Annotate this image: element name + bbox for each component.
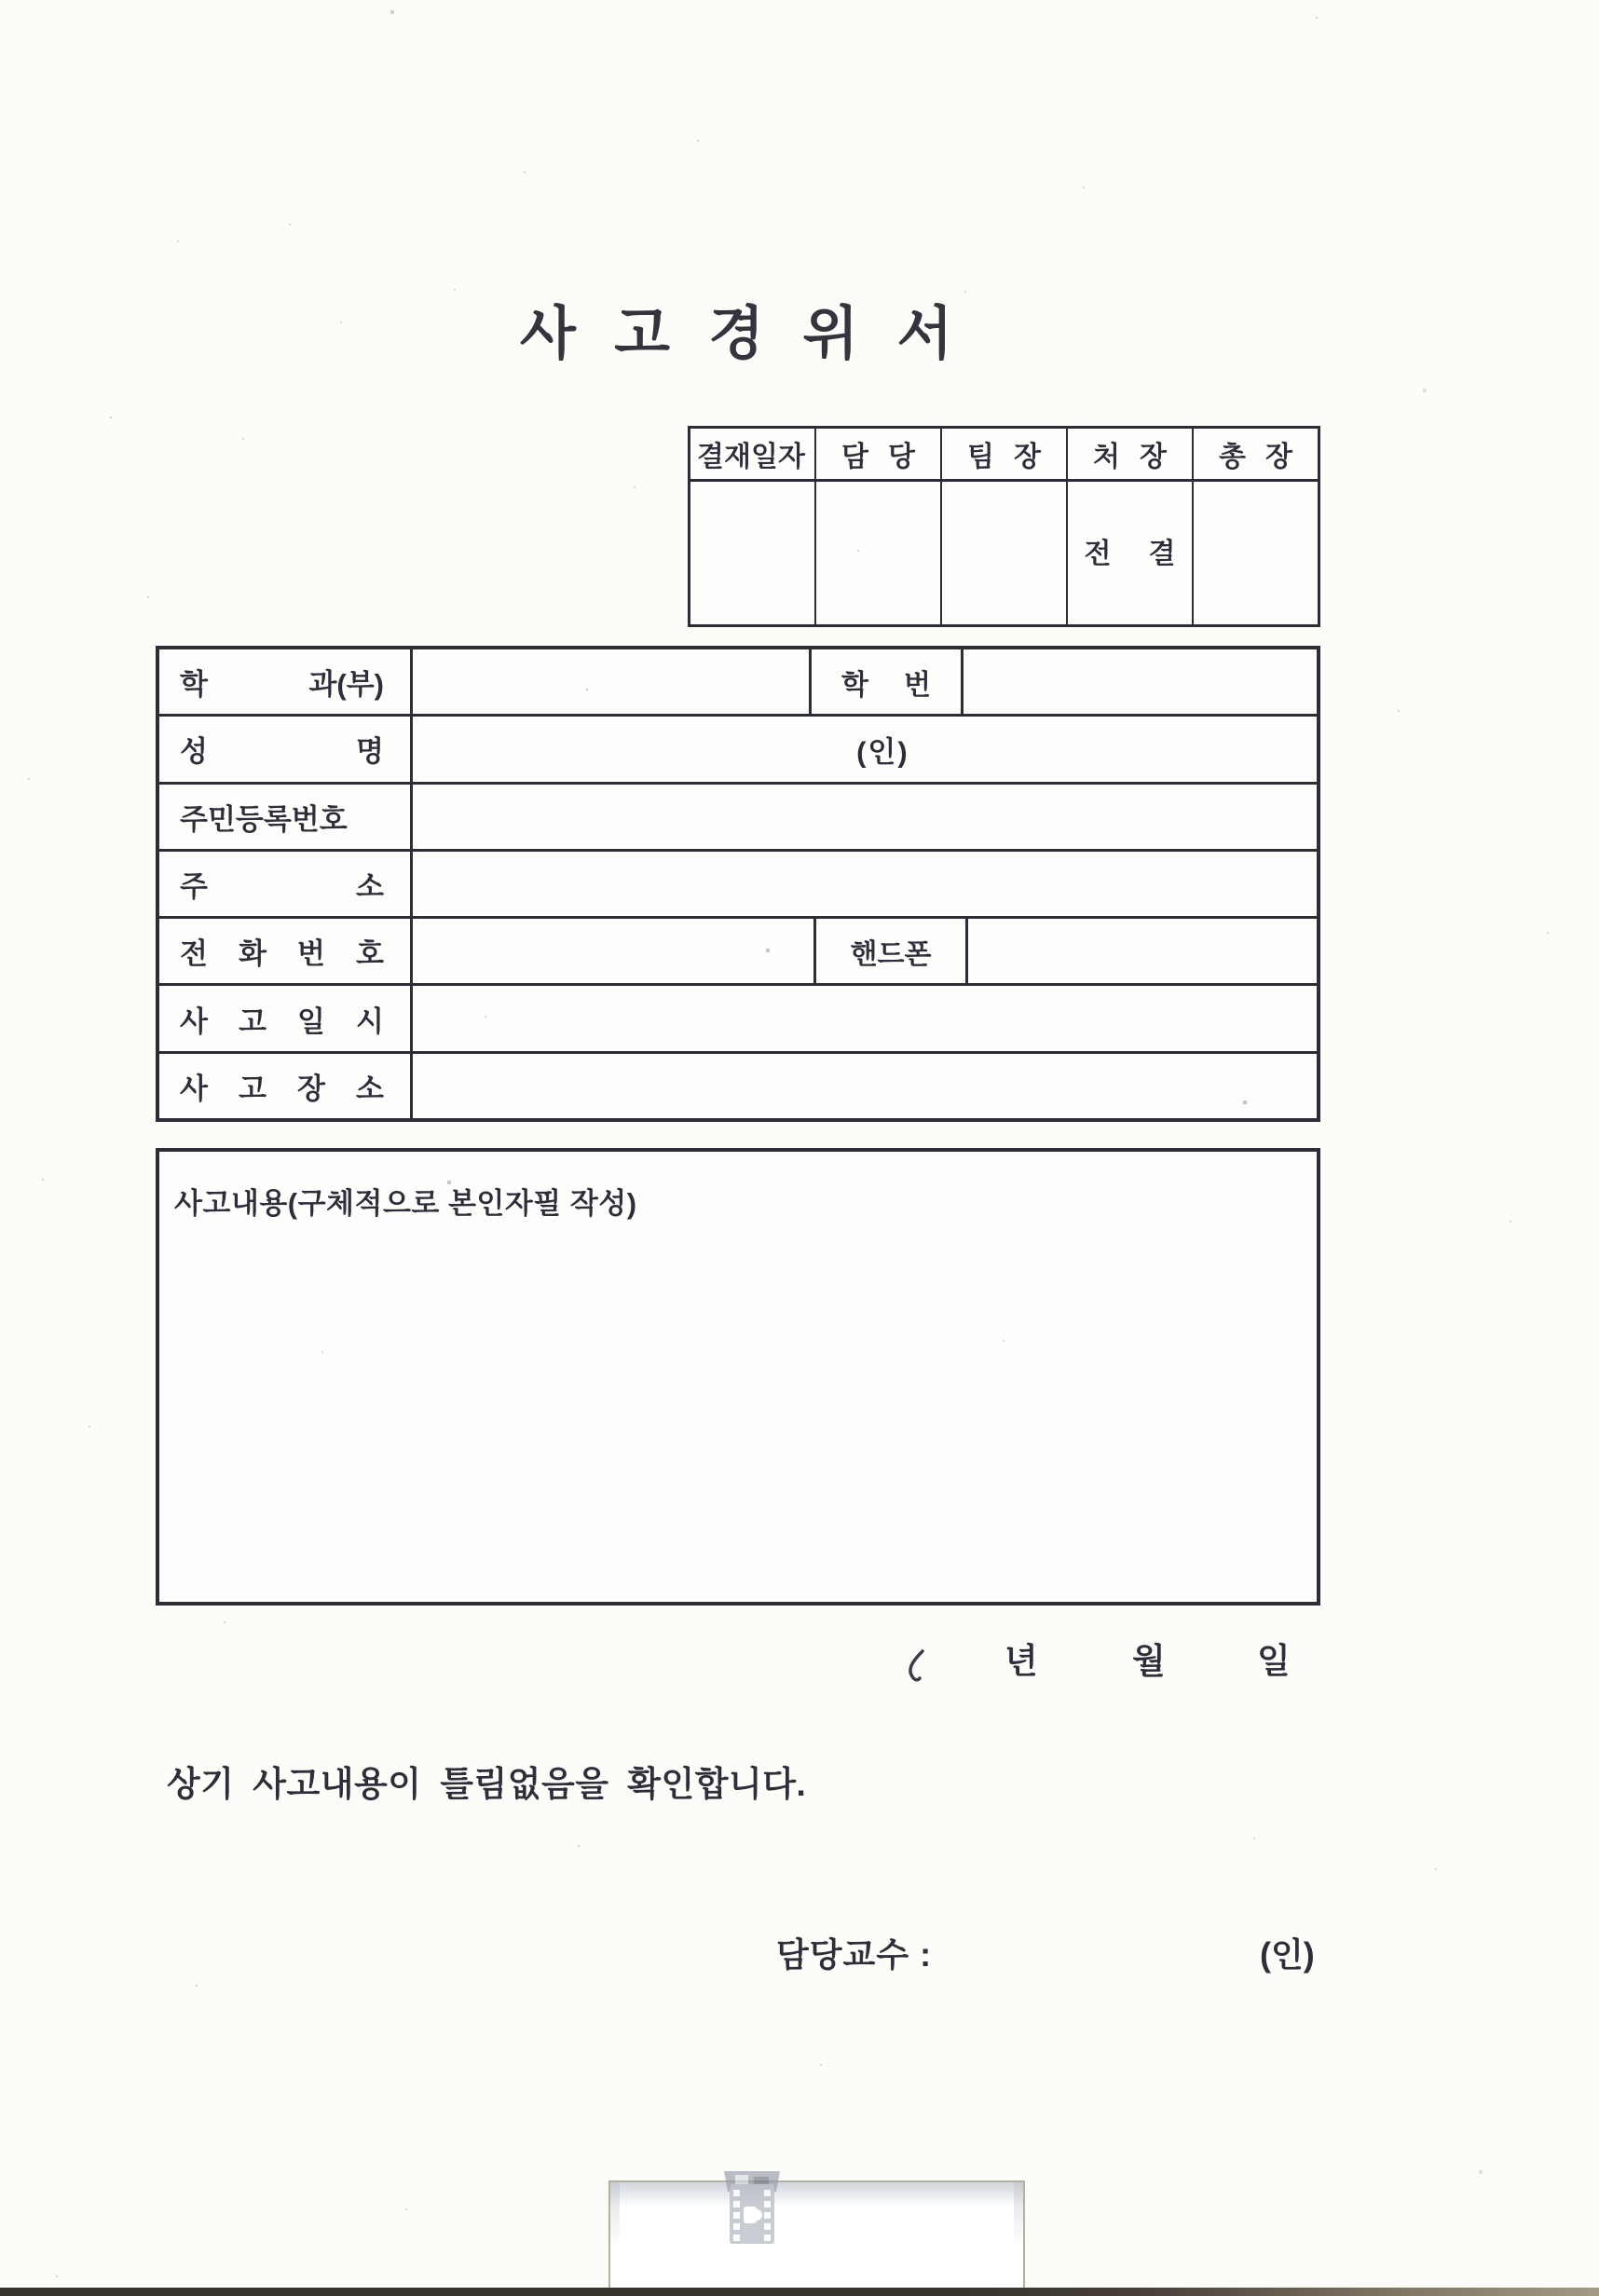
- date-month-label: 월: [1132, 1642, 1166, 1680]
- accident-details-box: [156, 1148, 1320, 1606]
- rrn-field: [413, 785, 1317, 849]
- mobile-field: [968, 919, 1317, 983]
- name-label: 성 명: [159, 717, 413, 781]
- thumbnail-left-shade: [610, 2182, 620, 2248]
- accident-details-label: 사고내용(구체적으로 본인자필 작성): [174, 1187, 637, 1220]
- approval-col-president: [1194, 429, 1318, 624]
- approval-header-team-leader: 팀 장: [942, 429, 1066, 482]
- approval-col-staff: [816, 429, 942, 624]
- rrn-label: 주민등록번호: [159, 785, 413, 849]
- row-phone: [159, 916, 1317, 983]
- phone-label: 전 화 번 호: [159, 919, 413, 983]
- approval-table: [688, 426, 1320, 627]
- scan-noise-speckles: [0, 0, 2, 2]
- address-label: 주 소: [159, 852, 413, 916]
- row-name: [159, 714, 1317, 781]
- professor-label: 담당교수 :: [776, 1935, 933, 1974]
- department-field: [413, 649, 809, 714]
- approval-col-team-leader: [942, 429, 1068, 624]
- accident-datetime-field: [413, 986, 1317, 1050]
- scanner-edge-strip: [0, 2288, 1599, 2296]
- row-address: [159, 849, 1317, 916]
- name-seal-placeholder: (인): [856, 735, 909, 769]
- date-year-label: 년: [1004, 1642, 1038, 1680]
- approval-header-president: 총 장: [1194, 429, 1318, 482]
- approval-header-director: 처 장: [1068, 429, 1192, 482]
- student-no-field: [964, 649, 1317, 714]
- address-field: [413, 852, 1317, 916]
- row-rrn: [159, 782, 1317, 849]
- student-no-label: 학 번: [809, 649, 964, 714]
- approval-cell-staff: [816, 482, 940, 624]
- approval-cell-director: [1068, 482, 1192, 624]
- thumbnail-right-shade: [1014, 2182, 1023, 2248]
- professor-seal-placeholder: (인): [1260, 1935, 1315, 1974]
- approval-header-date: 결재일자: [690, 429, 814, 482]
- accident-place-field: [413, 1054, 1317, 1118]
- info-table: [156, 646, 1320, 1122]
- approval-cell-president: [1194, 482, 1318, 624]
- approval-col-date: [690, 429, 816, 624]
- name-field: [413, 717, 1317, 781]
- page-title: 사 고 경 위 서: [520, 302, 962, 366]
- stray-pen-mark: [900, 1647, 932, 1692]
- approval-cell-date: [690, 482, 814, 624]
- scan-artifact-thumbnail: [608, 2180, 1025, 2290]
- mobile-label: 핸드폰: [813, 919, 968, 983]
- row-department: [159, 649, 1317, 714]
- filmstrip-icon: [715, 2169, 789, 2249]
- row-accident-datetime: [159, 983, 1317, 1050]
- approval-header-staff: 담 당: [816, 429, 940, 482]
- approval-col-director: [1068, 429, 1194, 624]
- approval-cell-team-leader: [942, 482, 1066, 624]
- thumbnail-gradient-band: [610, 2182, 1023, 2207]
- phone-field: [413, 919, 813, 983]
- department-label: 학 과(부): [159, 649, 413, 714]
- row-accident-place: [159, 1051, 1317, 1118]
- date-day-label: 일: [1257, 1642, 1291, 1680]
- accident-datetime-label: 사 고 일 시: [159, 986, 413, 1050]
- accident-place-label: 사 고 장 소: [159, 1054, 413, 1118]
- confirmation-statement: 상기 사고내용이 틀림없음을 확인합니다.: [167, 1765, 807, 1803]
- delegation-stamp-text: 전 결: [1084, 539, 1176, 569]
